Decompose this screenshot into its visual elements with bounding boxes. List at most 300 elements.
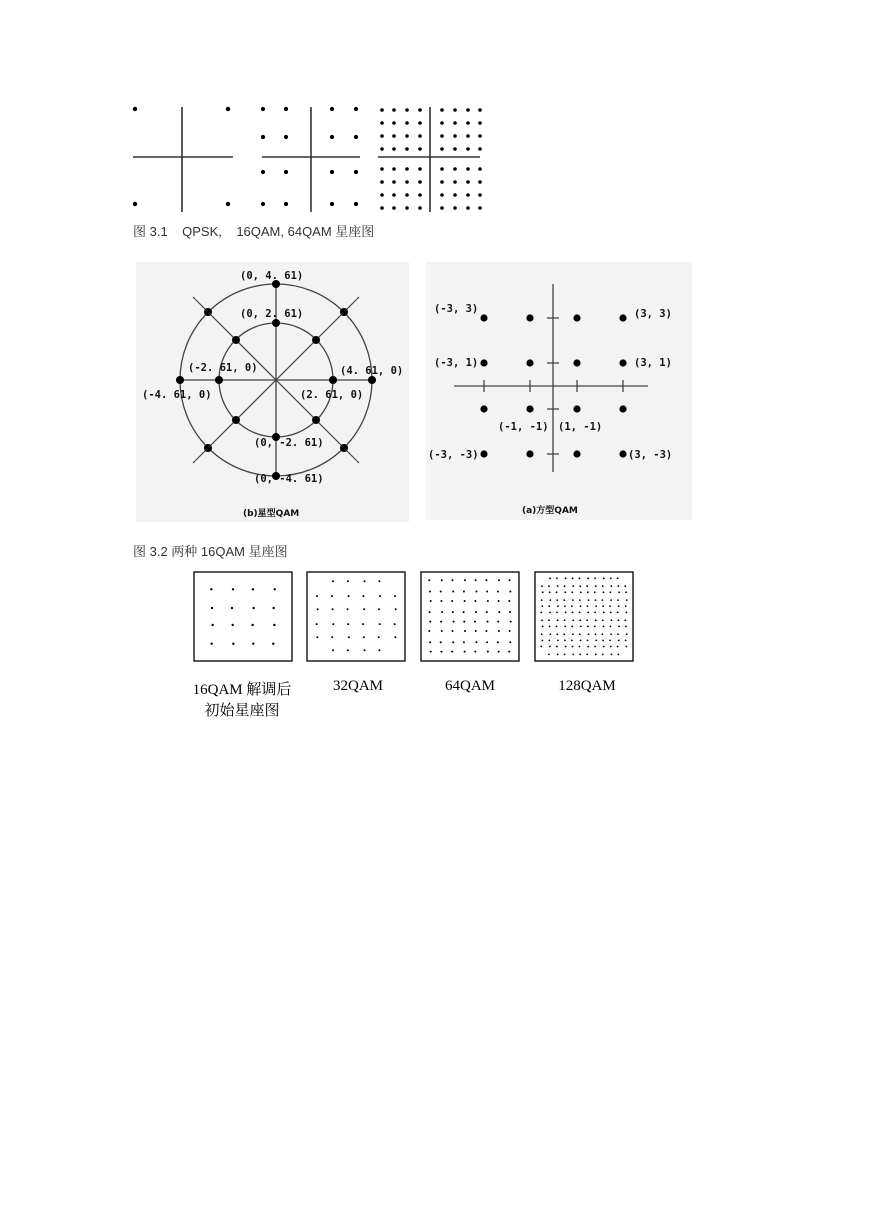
received-symbol-point xyxy=(572,646,574,648)
received-symbol-point xyxy=(617,619,619,621)
square-caption: (a)方型QAM xyxy=(522,506,578,516)
qam16-point xyxy=(261,107,265,111)
square-label-neg3-3: (-3, 3) xyxy=(434,303,479,315)
received-symbol-point xyxy=(498,630,500,632)
square-qam-point xyxy=(480,314,487,321)
received-symbol-point xyxy=(378,580,380,582)
received-symbol-point xyxy=(594,577,596,579)
received-symbol-point xyxy=(549,646,551,648)
received-symbol-point xyxy=(595,639,597,641)
received-symbol-point xyxy=(587,625,589,627)
star-label-0-2.61: (0, 2. 61) xyxy=(240,308,304,320)
panel-16qam-constellation xyxy=(194,572,292,661)
received-symbol-point xyxy=(549,625,551,627)
qam64-point xyxy=(478,108,482,112)
received-symbol-point xyxy=(498,600,500,602)
qam16-point xyxy=(261,170,265,174)
square-qam-point xyxy=(480,405,487,412)
qam64-point xyxy=(440,121,444,125)
received-symbol-point xyxy=(586,619,588,621)
received-symbol-point xyxy=(595,653,597,655)
qam64-point xyxy=(418,121,422,125)
received-symbol-point xyxy=(542,625,544,627)
qam64-point xyxy=(380,147,384,151)
received-symbol-point xyxy=(602,639,604,641)
qam64-point xyxy=(405,167,409,171)
qam16-point xyxy=(284,135,288,139)
qam64-point xyxy=(392,108,396,112)
received-symbol-point xyxy=(463,621,465,623)
qam64-point xyxy=(405,147,409,151)
received-symbol-point xyxy=(564,585,566,587)
received-symbol-point xyxy=(579,633,581,635)
qam64-point xyxy=(478,167,482,171)
received-symbol-point xyxy=(394,595,396,597)
received-symbol-point xyxy=(331,595,333,597)
qam16-point xyxy=(354,202,358,206)
received-symbol-point xyxy=(378,608,380,610)
received-symbol-point xyxy=(440,621,442,623)
received-symbol-point xyxy=(210,643,212,645)
received-symbol-point xyxy=(541,619,543,621)
square-label-3-1: (3, 1) xyxy=(634,357,672,369)
square-qam-point xyxy=(480,450,487,457)
received-symbol-point xyxy=(541,599,543,601)
received-symbol-point xyxy=(579,611,581,613)
received-symbol-point xyxy=(429,590,431,592)
received-symbol-point xyxy=(548,653,550,655)
received-symbol-point xyxy=(579,577,581,579)
received-symbol-point xyxy=(332,623,334,625)
received-symbol-point xyxy=(231,607,233,609)
received-symbol-point xyxy=(624,585,626,587)
received-symbol-point xyxy=(362,623,364,625)
qam64-point xyxy=(405,206,409,210)
qam64-point xyxy=(380,108,384,112)
received-symbol-point xyxy=(571,591,573,593)
received-symbol-point xyxy=(618,605,620,607)
square-label-neg3-1: (-3, 1) xyxy=(434,357,479,369)
received-symbol-point xyxy=(497,641,499,643)
panel-16qam-line1: 16QAM 解调后 xyxy=(192,682,292,698)
received-symbol-point xyxy=(617,653,619,655)
received-symbol-point xyxy=(572,619,574,621)
received-symbol-point xyxy=(609,591,611,593)
figure-3-2-caption: 图 3.2 两种 16QAM 星座图 xyxy=(133,544,288,559)
qam16-point xyxy=(261,135,265,139)
received-symbol-point xyxy=(625,625,627,627)
received-symbol-point xyxy=(579,599,581,601)
qam64-point xyxy=(478,121,482,125)
qam16-point xyxy=(330,170,334,174)
square-qam-point xyxy=(526,450,533,457)
received-symbol-point xyxy=(347,580,349,582)
received-symbol-point xyxy=(625,591,627,593)
square-qam-point xyxy=(619,359,626,366)
received-symbol-point xyxy=(475,611,477,613)
received-symbol-point xyxy=(564,591,566,593)
qam64-point xyxy=(418,134,422,138)
received-symbol-point xyxy=(486,621,488,623)
received-symbol-point xyxy=(463,611,465,613)
received-symbol-point xyxy=(251,624,253,626)
received-symbol-point xyxy=(348,595,350,597)
qam64-point xyxy=(478,134,482,138)
received-symbol-point xyxy=(587,646,589,648)
qam64-point xyxy=(453,180,457,184)
qam16-point xyxy=(284,202,288,206)
square-qam-point xyxy=(573,359,580,366)
qam64-point xyxy=(440,134,444,138)
received-symbol-point xyxy=(610,633,612,635)
qam16-point xyxy=(354,170,358,174)
received-symbol-point xyxy=(451,600,453,602)
qam64-point xyxy=(380,121,384,125)
received-symbol-point xyxy=(609,639,611,641)
received-symbol-point xyxy=(603,646,605,648)
received-symbol-point xyxy=(548,605,550,607)
qpsk-constellation xyxy=(133,107,233,212)
received-symbol-point xyxy=(572,633,574,635)
square-qam-point xyxy=(573,450,580,457)
received-symbol-point xyxy=(452,590,454,592)
received-symbol-point xyxy=(563,599,565,601)
received-symbol-point xyxy=(378,649,380,651)
qam64-point xyxy=(440,180,444,184)
qam64-point xyxy=(392,180,396,184)
received-symbol-point xyxy=(497,590,499,592)
received-symbol-point xyxy=(394,636,396,638)
qam64-point xyxy=(466,121,470,125)
received-symbol-point xyxy=(452,611,454,613)
qam64-point xyxy=(405,108,409,112)
qam64-point xyxy=(440,206,444,210)
received-symbol-point xyxy=(625,639,627,641)
received-symbol-point xyxy=(571,639,573,641)
received-symbol-point xyxy=(347,623,349,625)
qam64-point xyxy=(478,147,482,151)
received-symbol-point xyxy=(452,579,454,581)
received-symbol-point xyxy=(212,624,214,626)
qam64-point xyxy=(453,121,457,125)
received-symbol-point xyxy=(587,591,589,593)
received-symbol-point xyxy=(485,630,487,632)
received-symbol-point xyxy=(594,625,596,627)
received-symbol-point xyxy=(594,611,596,613)
received-symbol-point xyxy=(617,599,619,601)
received-symbol-point xyxy=(579,646,581,648)
received-symbol-point xyxy=(440,600,442,602)
received-symbol-point xyxy=(510,621,512,623)
received-symbol-point xyxy=(625,611,627,613)
received-symbol-point xyxy=(498,579,500,581)
qam64-point xyxy=(418,180,422,184)
received-symbol-point xyxy=(602,619,604,621)
qam64-point xyxy=(453,167,457,171)
received-symbol-point xyxy=(453,621,455,623)
received-symbol-point xyxy=(556,625,558,627)
received-symbol-point xyxy=(580,605,582,607)
received-symbol-point xyxy=(451,651,453,653)
qam64-point xyxy=(392,167,396,171)
qam64-point xyxy=(440,167,444,171)
qam64-point xyxy=(418,167,422,171)
received-symbol-point xyxy=(611,585,613,587)
panel-label-64qam: 64QAM xyxy=(444,678,495,694)
received-symbol-point xyxy=(557,619,559,621)
received-symbol-point xyxy=(564,639,566,641)
qam64-point xyxy=(392,206,396,210)
received-symbol-point xyxy=(440,651,442,653)
received-symbol-point xyxy=(332,608,334,610)
received-symbol-point xyxy=(474,600,476,602)
received-symbol-point xyxy=(332,649,334,651)
received-symbol-point xyxy=(572,611,574,613)
star-label-4.61-0: (4. 61, 0) xyxy=(340,365,404,377)
received-symbol-point xyxy=(610,577,612,579)
received-symbol-point xyxy=(549,611,551,613)
received-symbol-point xyxy=(610,611,612,613)
received-symbol-point xyxy=(464,630,466,632)
panel-label-128qam: 128QAM xyxy=(558,678,616,694)
qam64-point xyxy=(466,193,470,197)
received-symbol-point xyxy=(485,579,487,581)
qam16-point xyxy=(330,202,334,206)
received-symbol-point xyxy=(603,625,605,627)
received-symbol-point xyxy=(252,588,254,590)
received-symbol-point xyxy=(541,639,543,641)
qam64-point xyxy=(466,180,470,184)
received-symbol-point xyxy=(463,590,465,592)
received-symbol-point xyxy=(625,605,627,607)
received-symbol-point xyxy=(452,630,454,632)
received-symbol-point xyxy=(379,595,381,597)
square-qam-point xyxy=(573,405,580,412)
received-symbol-point xyxy=(428,630,430,632)
received-symbol-point xyxy=(486,641,488,643)
received-symbol-point xyxy=(474,621,476,623)
qam64-point xyxy=(478,206,482,210)
received-symbol-point xyxy=(487,651,489,653)
square-label-neg3-neg3: (-3, -3) xyxy=(428,449,479,461)
received-symbol-point xyxy=(486,590,488,592)
qam64-point xyxy=(380,206,384,210)
received-symbol-point xyxy=(548,619,550,621)
received-symbol-point xyxy=(556,577,558,579)
received-symbol-point xyxy=(316,595,318,597)
figure-3-1-constellations xyxy=(126,100,486,216)
square-qam-point xyxy=(526,314,533,321)
received-symbol-point xyxy=(565,611,567,613)
received-symbol-point xyxy=(211,607,213,609)
received-symbol-point xyxy=(273,624,275,626)
received-symbol-point xyxy=(602,653,604,655)
received-symbol-point xyxy=(508,651,510,653)
received-symbol-point xyxy=(548,585,550,587)
panel-128qam-constellation xyxy=(535,572,633,661)
received-symbol-point xyxy=(394,623,396,625)
received-symbol-point xyxy=(565,577,567,579)
received-symbol-point xyxy=(464,600,466,602)
received-symbol-point xyxy=(617,633,619,635)
star-label-2.61-0: (2. 61, 0) xyxy=(300,389,364,401)
qam16-point xyxy=(354,135,358,139)
square-qam-point xyxy=(526,359,533,366)
qam64-point xyxy=(380,193,384,197)
qam64-point xyxy=(405,121,409,125)
received-symbol-point xyxy=(441,579,443,581)
received-symbol-point xyxy=(594,591,596,593)
received-symbol-point xyxy=(549,633,551,635)
square-16qam-diagram xyxy=(426,262,692,520)
received-symbol-point xyxy=(572,585,574,587)
received-symbol-point xyxy=(601,633,603,635)
received-symbol-point xyxy=(429,621,431,623)
16qam-constellation xyxy=(261,107,360,212)
square-qam-point xyxy=(619,405,626,412)
qam16-point xyxy=(261,202,265,206)
qam64-point xyxy=(466,108,470,112)
panel-label-16qam xyxy=(182,678,302,720)
qam64-point xyxy=(453,108,457,112)
received-symbol-point xyxy=(440,641,442,643)
received-symbol-point xyxy=(587,605,589,607)
received-symbol-point xyxy=(571,625,573,627)
received-symbol-point xyxy=(557,653,559,655)
qam64-point xyxy=(466,134,470,138)
qam64-point xyxy=(418,193,422,197)
qam64-point xyxy=(453,134,457,138)
received-symbol-point xyxy=(556,646,558,648)
received-symbol-point xyxy=(272,643,274,645)
received-symbol-point xyxy=(572,653,574,655)
received-symbol-point xyxy=(564,625,566,627)
received-symbol-point xyxy=(210,588,212,590)
received-symbol-point xyxy=(595,599,597,601)
qam16-point xyxy=(330,107,334,111)
received-symbol-point xyxy=(610,599,612,601)
received-symbol-point xyxy=(617,577,619,579)
received-symbol-point xyxy=(395,608,397,610)
received-symbol-point xyxy=(603,577,605,579)
received-symbol-point xyxy=(603,611,605,613)
qam64-point xyxy=(453,193,457,197)
received-symbol-point xyxy=(274,588,276,590)
received-symbol-point xyxy=(601,599,603,601)
64qam-constellation xyxy=(378,107,482,212)
received-symbol-point xyxy=(452,641,454,643)
received-symbol-point xyxy=(540,611,542,613)
panel-16qam-line2: 初始星座图 xyxy=(204,703,280,719)
qam64-point xyxy=(418,206,422,210)
qam64-point xyxy=(405,134,409,138)
received-symbol-point xyxy=(429,641,431,643)
received-symbol-point xyxy=(580,639,582,641)
received-symbol-point xyxy=(486,611,488,613)
received-symbol-point xyxy=(475,590,477,592)
received-symbol-point xyxy=(463,641,465,643)
panel-32qam-constellation xyxy=(307,572,405,661)
qam64-point xyxy=(466,167,470,171)
received-symbol-point xyxy=(475,579,477,581)
received-symbol-point xyxy=(611,653,613,655)
received-symbol-point xyxy=(580,591,582,593)
qam64-point xyxy=(380,167,384,171)
square-label-1-neg1: (1, -1) xyxy=(558,421,603,433)
received-symbol-point xyxy=(556,591,558,593)
star-label-0-4.61: (0, 4. 61) xyxy=(240,270,304,282)
qam64-point xyxy=(418,147,422,151)
received-symbol-point xyxy=(464,579,466,581)
received-symbol-point xyxy=(231,624,233,626)
received-symbol-point xyxy=(557,639,559,641)
star-16qam-diagram xyxy=(136,262,409,522)
received-symbol-point xyxy=(595,619,597,621)
star-label-0-neg2.61: (0, -2. 61) xyxy=(254,437,324,449)
received-symbol-point xyxy=(440,590,442,592)
received-symbol-point xyxy=(363,608,365,610)
qam64-point xyxy=(478,180,482,184)
received-symbol-point xyxy=(540,646,542,648)
received-symbol-point xyxy=(626,599,628,601)
received-symbol-point xyxy=(565,646,567,648)
received-symbol-point xyxy=(588,633,590,635)
received-symbol-point xyxy=(362,595,364,597)
received-symbol-point xyxy=(618,591,620,593)
received-symbol-point xyxy=(428,579,430,581)
star-label-neg2.61-0: (-2. 61, 0) xyxy=(188,362,258,374)
received-symbol-point xyxy=(379,623,381,625)
received-symbol-point xyxy=(563,633,565,635)
qam64-point xyxy=(392,121,396,125)
star-caption: (b)星型QAM xyxy=(243,509,300,519)
received-symbol-point xyxy=(603,591,605,593)
received-symbol-point xyxy=(609,605,611,607)
square-qam-point xyxy=(619,314,626,321)
received-symbol-point xyxy=(617,646,619,648)
received-symbol-point xyxy=(587,577,589,579)
received-symbol-point xyxy=(232,588,234,590)
received-symbol-point xyxy=(548,639,550,641)
received-symbol-point xyxy=(586,585,588,587)
received-symbol-point xyxy=(474,651,476,653)
received-symbol-point xyxy=(430,651,432,653)
qam64-point xyxy=(392,193,396,197)
received-symbol-point xyxy=(475,630,477,632)
panel-64qam-constellation xyxy=(421,572,519,661)
received-symbol-point xyxy=(509,630,511,632)
received-symbol-point xyxy=(579,619,581,621)
panel-label-32qam: 32QAM xyxy=(332,678,383,694)
received-symbol-point xyxy=(609,625,611,627)
qam16-point xyxy=(330,135,334,139)
received-symbol-point xyxy=(618,639,620,641)
received-symbol-point xyxy=(572,599,574,601)
qam64-point xyxy=(418,108,422,112)
received-symbol-point xyxy=(497,621,499,623)
received-symbol-point xyxy=(556,611,558,613)
received-symbol-point xyxy=(549,591,551,593)
received-symbol-point xyxy=(378,636,380,638)
received-symbol-point xyxy=(541,633,543,635)
received-constellations xyxy=(190,570,640,666)
received-symbol-point xyxy=(617,611,619,613)
received-symbol-point xyxy=(252,607,254,609)
received-symbol-point xyxy=(610,646,612,648)
received-symbol-point xyxy=(579,653,581,655)
received-symbol-point xyxy=(611,619,613,621)
figure-3-1-caption: 图 3.1 QPSK, 16QAM, 64QAM 星座图 xyxy=(133,224,375,239)
